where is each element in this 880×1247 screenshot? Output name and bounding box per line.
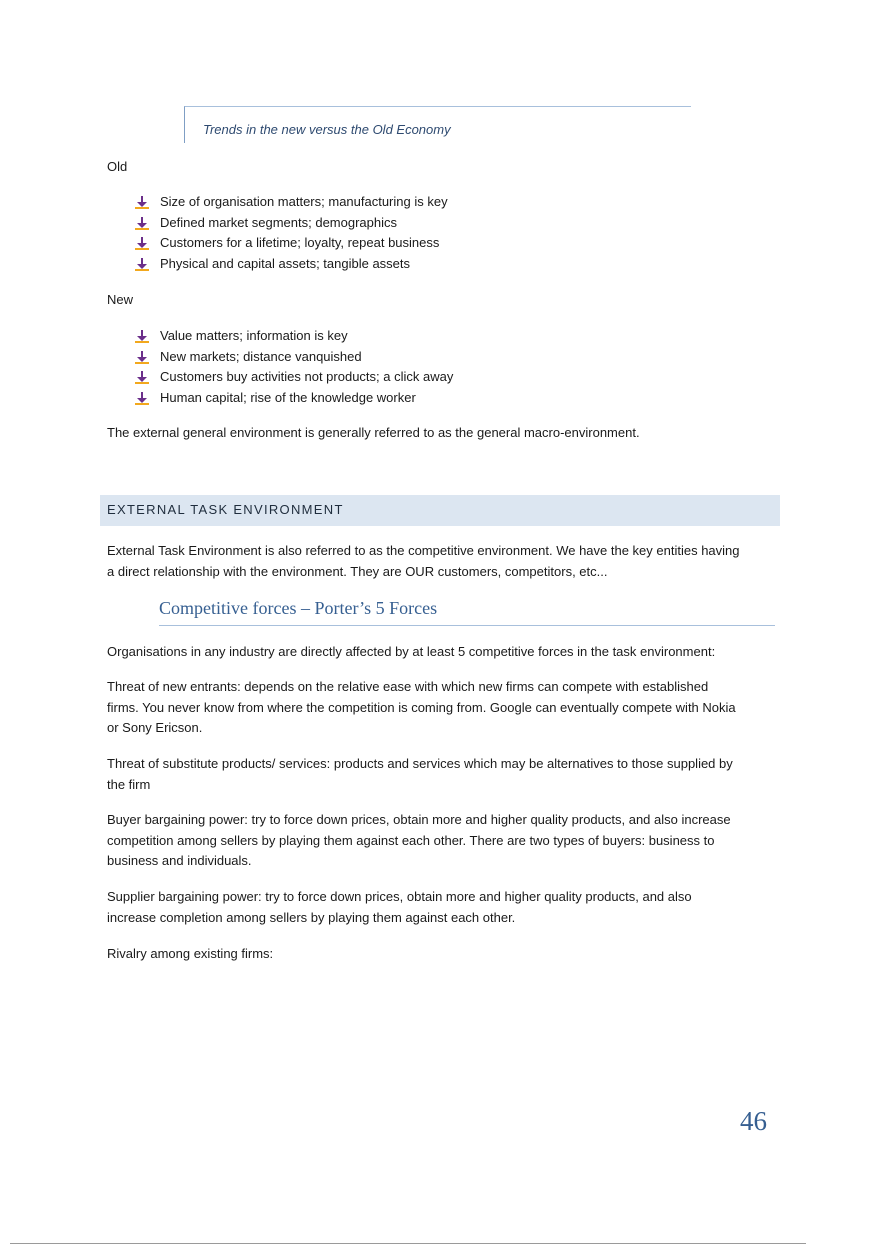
list-item (135, 388, 453, 409)
list-item (135, 233, 448, 254)
paragraph (107, 887, 692, 928)
paragraph-line: the firm (107, 776, 151, 792)
paragraph-line: Rivalry among existing firms: (107, 946, 274, 961)
arrow-down-bullet-icon (135, 371, 149, 384)
list-item (135, 254, 448, 275)
paragraph-line: firms. You never know from where the competition is coming from. Google can eventually compete with Nokia (107, 699, 736, 715)
section-title: EXTERNAL TASK ENVIRONMENT (107, 502, 344, 517)
paragraph (107, 642, 715, 663)
paragraph-line: increase completion among sellers by playing them against each other. (107, 909, 516, 925)
list-item (135, 192, 448, 213)
new-item-text: Human capital; rise of the knowledge worker (160, 389, 416, 405)
old-item-text: Physical and capital assets; tangible assets (160, 255, 411, 271)
caption-text: Trends in the new versus the Old Economy (203, 122, 451, 137)
new-item-text: Value matters; information is key (160, 328, 348, 343)
paragraph-line: or Sony Ericson. (107, 720, 203, 736)
paragraph (107, 810, 731, 872)
paragraph (107, 944, 273, 965)
paragraph-line: Buyer bargaining power: try to force down prices, obtain more and higher quality products, and also increase (107, 812, 731, 827)
paragraph (107, 754, 733, 795)
list-item (135, 347, 453, 368)
paragraph-line: Supplier bargaining power: try to force down prices, obtain more and higher quality products, and also (107, 889, 692, 904)
new-label: New (107, 292, 134, 307)
paragraph (107, 677, 736, 739)
paragraph-line: business and individuals. (107, 853, 252, 869)
old-item-text: Customers for a lifetime; loyalty, repeat business (160, 235, 440, 251)
new-item-text: Customers buy activities not products; a click away (160, 369, 454, 385)
list-item (135, 367, 453, 388)
new-item-text: New markets; distance vanquished (160, 348, 362, 364)
arrow-down-bullet-icon (135, 217, 149, 230)
arrow-down-bullet-icon (135, 237, 149, 250)
arrow-down-bullet-icon (135, 330, 149, 343)
subheading: Competitive forces – Porter’s 5 Forces (159, 598, 775, 626)
list-item (135, 326, 453, 347)
paragraph-line: Threat of substitute products/ services: products and services which may be alternatives to those supplied by (107, 756, 733, 771)
section-heading-band (100, 495, 780, 526)
page-number: 46 (740, 1106, 767, 1136)
old-item-text: Defined market segments; demographics (160, 214, 398, 230)
paragraph-line: Organisations in any industry are directly affected by at least 5 competitive forces in the task environment: (107, 644, 716, 659)
paragraph-line: competition among sellers by playing them against each other. There are two types of buyers: business to (107, 832, 715, 848)
arrow-down-bullet-icon (135, 196, 149, 209)
arrow-down-bullet-icon (135, 392, 149, 405)
old-item-text: Size of organisation matters; manufacturing is key (160, 194, 448, 209)
footer-rule (10, 1243, 806, 1244)
section-intro-line: External Task Environment is also referred to as the competitive environment. We have the key entities having (107, 543, 740, 558)
arrow-down-bullet-icon (135, 258, 149, 271)
new-bullet-list (135, 326, 453, 408)
paragraph-line: Threat of new entrants: depends on the relative ease with which new firms can compete with established (107, 679, 709, 694)
arrow-down-bullet-icon (135, 351, 149, 364)
section-intro-line: a direct relationship with the environment. They are OUR customers, competitors, etc... (107, 563, 608, 579)
general-environment-sentence: The external general environment is generally referred to as the general macro-environment. (107, 425, 640, 440)
list-item (135, 213, 448, 234)
old-label: Old (107, 159, 128, 174)
old-bullet-list (135, 192, 448, 274)
section-intro (107, 541, 740, 582)
